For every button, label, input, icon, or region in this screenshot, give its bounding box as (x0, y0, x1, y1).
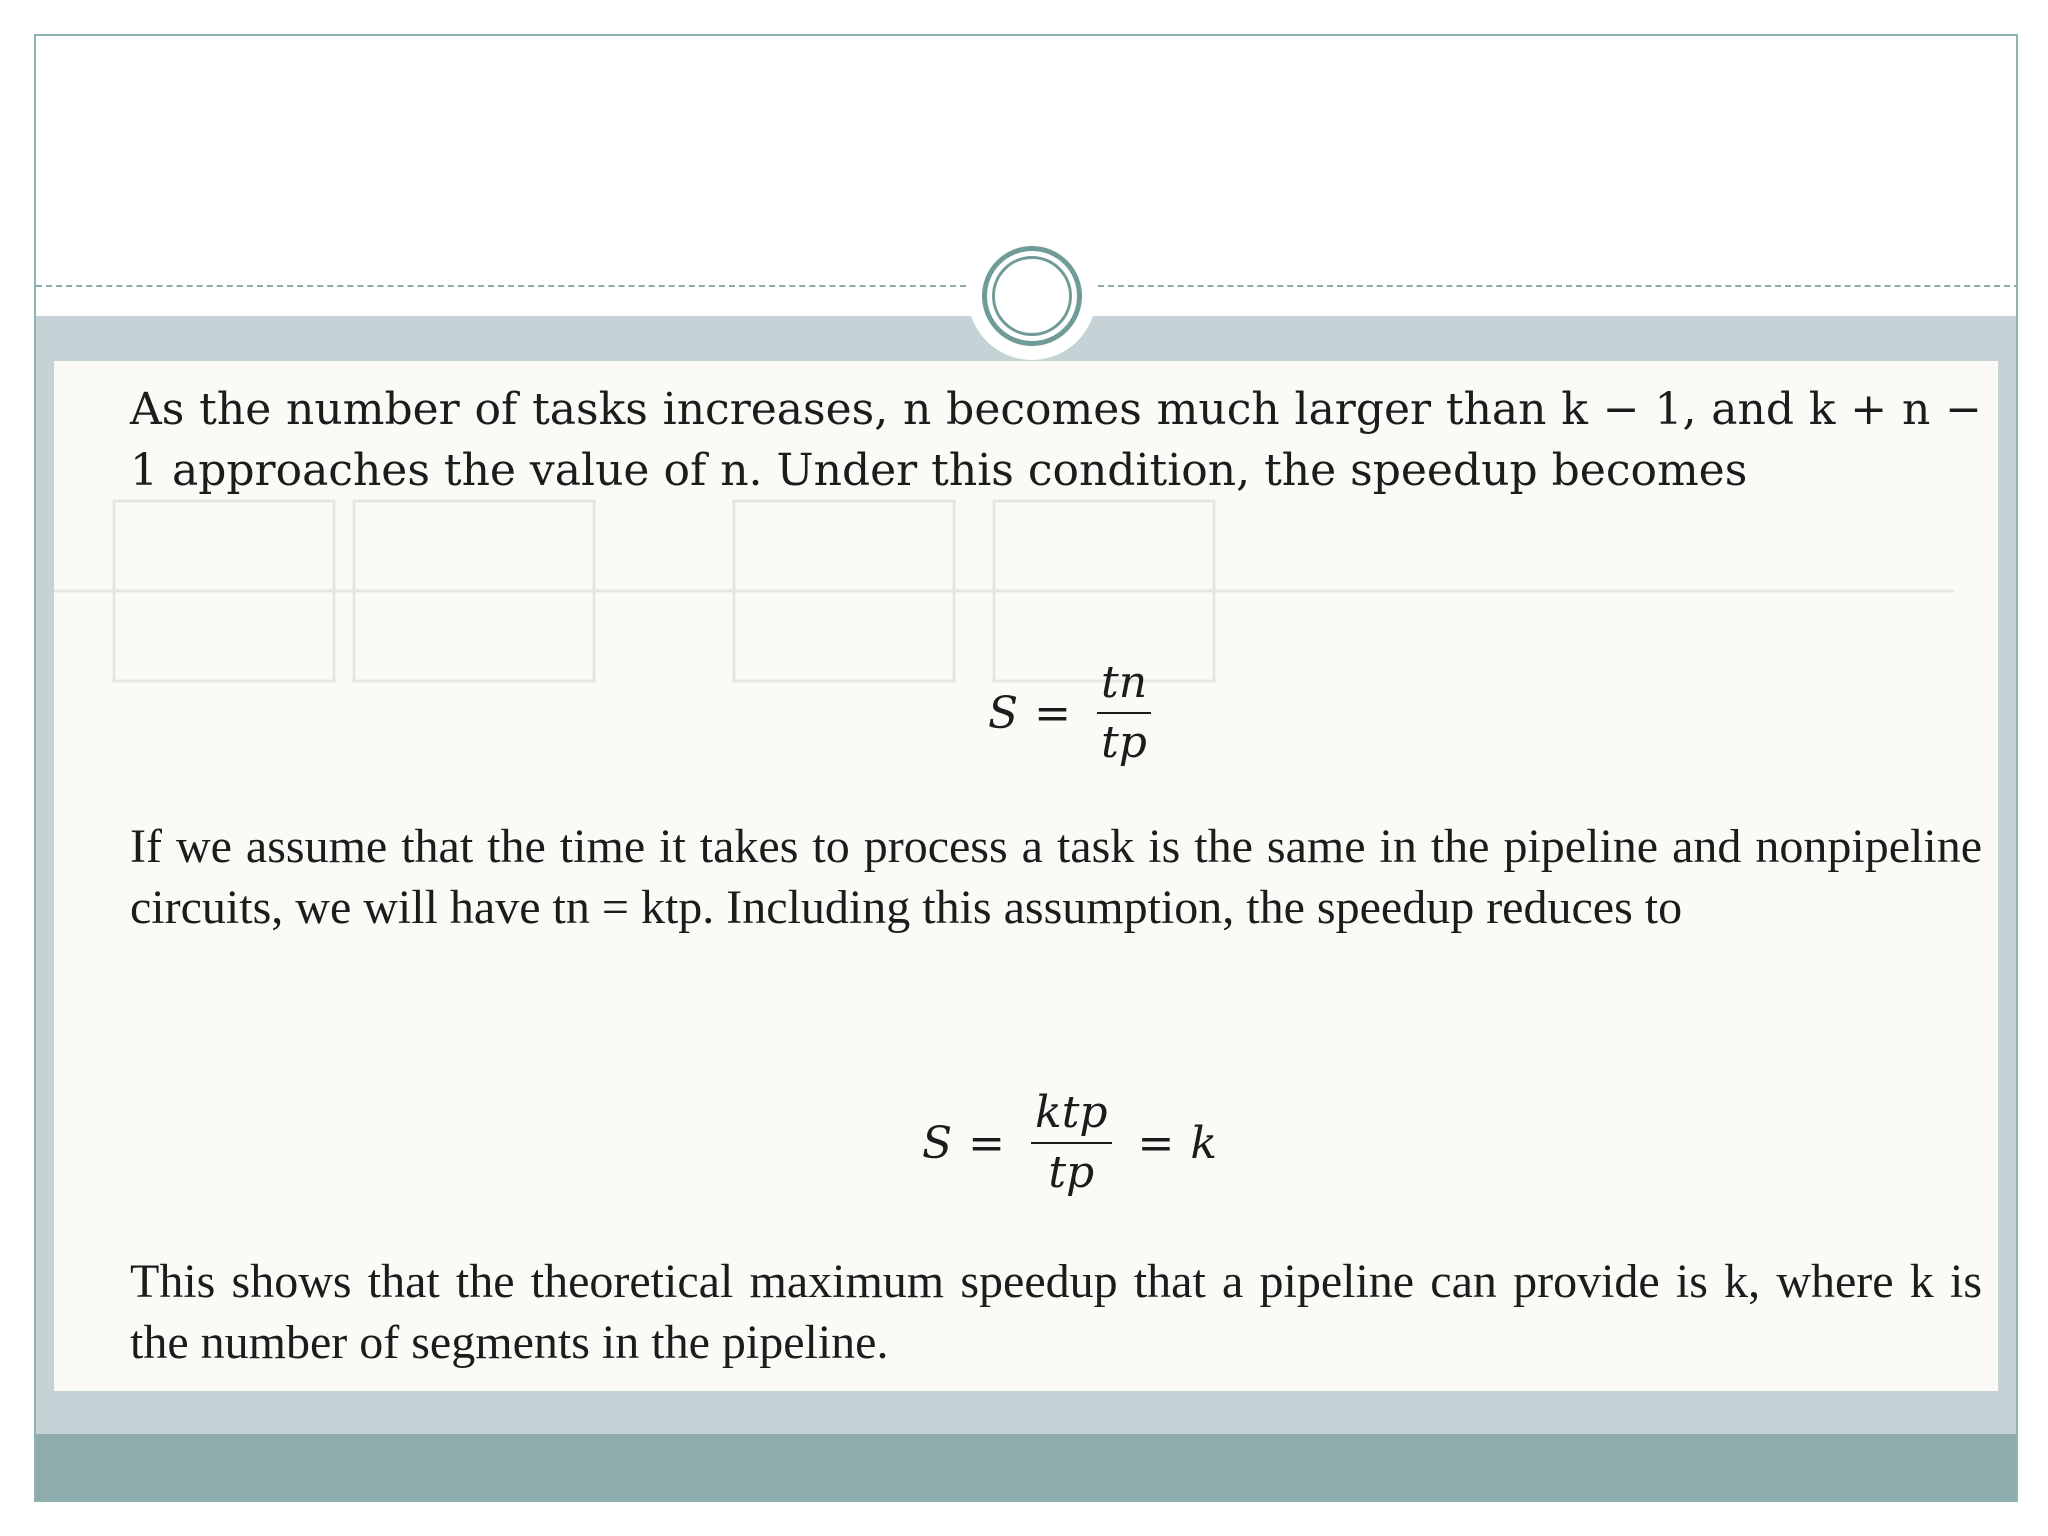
header-divider-left (36, 285, 966, 287)
formula2-equals-second: = (1137, 1117, 1175, 1169)
formula1-lhs: S (988, 687, 1019, 739)
speedup-formula-ratio (988, 656, 1161, 770)
slide-footer-band (36, 1434, 2016, 1502)
speedup-formula-reduced (922, 1086, 1217, 1200)
scanned-text-panel (54, 361, 1998, 1391)
divider-circle-inner-ring (992, 256, 1072, 336)
formula2-numerator: ktp (1031, 1086, 1112, 1144)
formula2-rhs: k (1190, 1117, 1218, 1169)
formula1-numerator: tn (1097, 656, 1151, 714)
paragraph-intro: As the number of tasks increases, n becomes much larger than k − 1, and k + n − 1 approaches the value of n. Under this condition, the speedup becomes (130, 384, 1982, 496)
paragraph-conclusion: This shows that the theoretical maximum speedup that a pipeline can provide is k, where k is the number of segments in the pipeline. (130, 1255, 1982, 1369)
formula2-denominator: tp (1048, 1147, 1095, 1198)
formula2-fraction (1031, 1086, 1112, 1200)
paragraph-assumption: If we assume that the time it takes to process a task is the same in the pipeline and nonpipeline circuits, we will have tn = ktp. Including this assumption, the speedup reduces to (130, 820, 1982, 934)
formula1-equals: = (1034, 687, 1072, 739)
formula2-lhs: S (922, 1117, 953, 1169)
slide-frame (34, 34, 2018, 1502)
header-divider-right (1098, 285, 2018, 287)
formula1-denominator: tp (1101, 717, 1147, 768)
formula2-equals: = (968, 1117, 1006, 1169)
formula1-fraction (1097, 656, 1151, 770)
